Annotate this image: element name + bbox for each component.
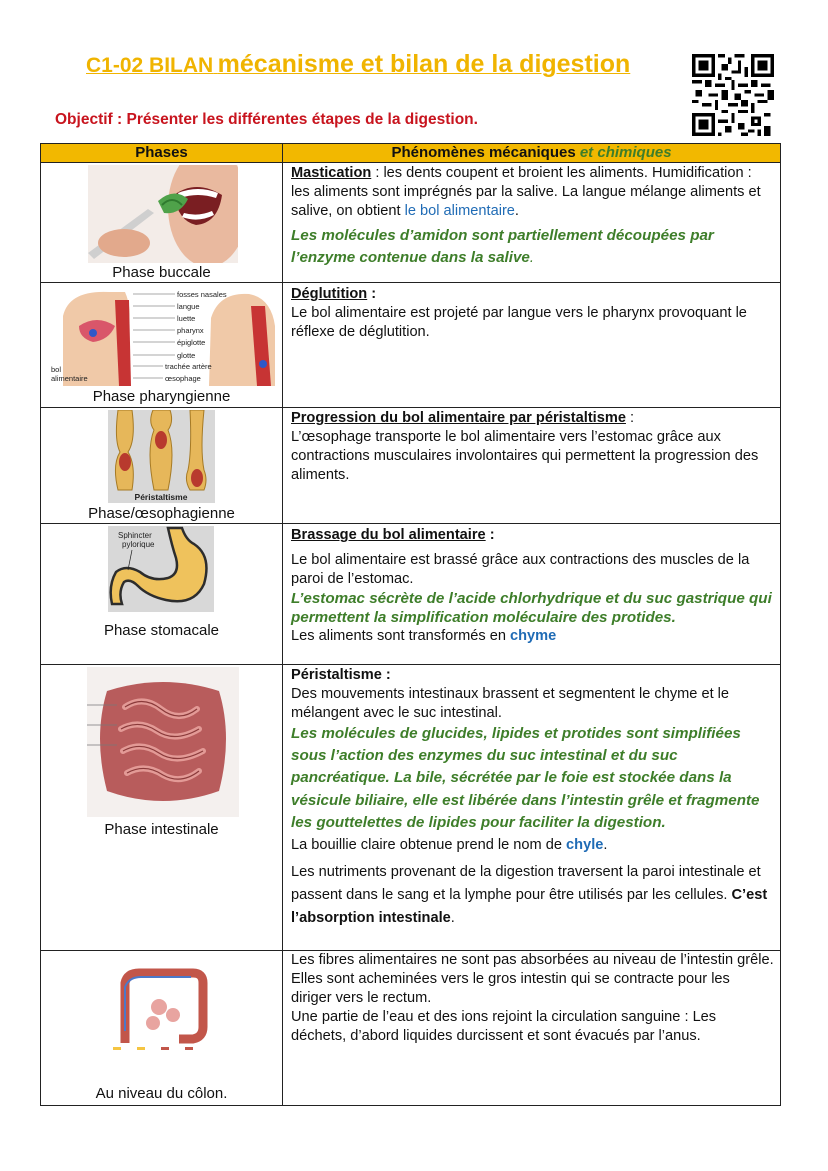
- description-buccale: [283, 163, 780, 270]
- text-fibres: Les fibres alimentaires ne sont pas absorbées au niveau de l’intestin grêle. Elles sont acheminées vers le gros intestin qui se contracte pour les diriger vers le rectum.: [291, 952, 774, 1006]
- description-cell-stomacale: [283, 524, 781, 665]
- label-sphincter: Sphincter: [118, 531, 152, 540]
- phase-cell-intestinale: [41, 665, 283, 951]
- label-luette: luette: [177, 314, 196, 323]
- text-period: .: [603, 837, 608, 854]
- phase-label-pharyngienne: Phase pharyngienne: [92, 388, 231, 405]
- term-chyle: chyle: [566, 837, 604, 854]
- table-row: [41, 283, 781, 408]
- description-cell-intestinale: [283, 665, 781, 951]
- heading-colon: :: [625, 410, 635, 426]
- phase-cell-colon: [41, 951, 283, 1106]
- term-bol-alimentaire: le bol alimentaire: [404, 203, 515, 220]
- term-absorption: C’est l’absorption intestinale: [291, 887, 768, 927]
- phase-cell-pharyngienne: [41, 283, 283, 408]
- heading-colon: :: [367, 286, 377, 302]
- description-pharyngienne: [283, 283, 780, 342]
- intestine-image: [87, 667, 239, 817]
- text-deglutition: Le bol alimentaire est projeté par langue vers le pharynx provoquant le réflexe de déglutition.: [291, 305, 747, 340]
- green-enzymes: Les molécules de glucides, lipides et protides sont simplifiées sous l’action des enzymes du suc intestinal et du suc pancréatique. La bile, sécrétée par le foie est stockée dans la vésicule biliaire, elle est libérée dans l’intestin grêle et fragmente les gouttelettes de lipides pour faciliter la digestion.: [291, 725, 760, 831]
- heading-brassage: Brassage du bol alimentaire: [291, 527, 486, 543]
- table-row: [41, 524, 781, 665]
- text-progression: L’œsophage transporte le bol alimentaire vers l’estomac grâce aux contractions musculaires involontaires qui permettent la progression des aliments.: [291, 429, 759, 483]
- phase-label-stomacale: Phase stomacale: [103, 622, 220, 639]
- phase-cell-buccale: [41, 163, 283, 283]
- text-nutriments: Les nutriments provenant de la digestion traversent la paroi intestinale et passent dans le sang et la lymphe pour être utilisés par les cellules.: [291, 864, 761, 904]
- text-brassage: Le bol alimentaire est brassé grâce aux contractions des muscles de la paroi de l’estomac.: [291, 552, 750, 587]
- table-row: [41, 163, 781, 283]
- table-row: [41, 951, 781, 1106]
- text-transformes: Les aliments sont transformés en: [291, 628, 511, 644]
- table-header-row: [41, 144, 781, 163]
- document-title: [86, 50, 630, 79]
- label-pharynx: pharynx: [177, 326, 204, 335]
- heading-peristaltisme: Péristaltisme :: [291, 667, 391, 683]
- description-cell-oesophagienne: [283, 408, 781, 524]
- label-langue: langue: [177, 302, 200, 311]
- description-cell-pharyngienne: [283, 283, 781, 408]
- text-eau-ions: Une partie de l’eau et des ions rejoint la circulation sanguine : Les déchets, d’abord liquides durcissent et sont évacués par l’anus.: [291, 1009, 717, 1044]
- heading-deglutition: Déglutition: [291, 286, 368, 302]
- phase-label-buccale: Phase buccale: [112, 264, 211, 281]
- label-alimentaire: alimentaire: [51, 374, 88, 383]
- peristaltisme-caption: Péristaltisme: [134, 492, 188, 502]
- text-chyme-line: [291, 627, 774, 646]
- phase-cell-oesophagienne: [41, 408, 283, 524]
- description-stomacale: [283, 524, 780, 646]
- header-phases: Phases: [41, 144, 283, 163]
- stomach-image: [108, 526, 214, 612]
- label-bol: bol: [51, 365, 62, 374]
- description-cell-colon: [283, 951, 781, 1106]
- heading-mastication: Mastication: [291, 165, 372, 181]
- text-mouvements: Des mouvements intestinaux brassent et segmentent le chyme et le mélangent avec le suc intestinal.: [291, 686, 730, 721]
- description-cell-buccale: [283, 163, 781, 283]
- label-trachee: trachée artère: [165, 362, 212, 371]
- phase-label-intestinale: Phase intestinale: [104, 821, 219, 838]
- header-phen-mecaniques: Phénomènes mécaniques: [391, 144, 576, 161]
- header-phenomenes: [283, 144, 781, 163]
- description-intestinale: [283, 665, 780, 930]
- digestion-table: [40, 143, 781, 1106]
- pharynx-diagram-image: [49, 286, 279, 386]
- label-oesophage: œsophage: [165, 374, 201, 383]
- term-chyme: chyme: [510, 628, 557, 644]
- title-text: mécanisme et bilan de la digestion: [217, 50, 631, 78]
- heading-progression: Progression du bol alimentaire par péristaltisme: [291, 410, 626, 426]
- green-period: .: [529, 250, 534, 267]
- text-absorption-block: [291, 861, 774, 930]
- peristaltisme-image: [108, 410, 215, 503]
- title-code: C1-02 BILAN: [86, 54, 214, 77]
- label-pylorique: pylorique: [122, 540, 155, 549]
- text-mastication: : les dents coupent et broient les aliments. Humidification : les aliments sont imprégnés par la salive. La langue mélange aliments et salive, on obtient: [291, 165, 761, 220]
- label-fosses-nasales: fosses nasales: [177, 290, 227, 299]
- table-row: [41, 665, 781, 951]
- chemical-buccale: [291, 225, 774, 270]
- colon-diagram-image: [109, 961, 219, 1056]
- heading-colon: :: [485, 527, 495, 543]
- text-period: .: [450, 910, 455, 927]
- description-oesophagienne: [283, 408, 780, 485]
- phase-cell-stomacale: [41, 524, 283, 665]
- text-chyle-line: [291, 836, 774, 855]
- green-amidon: Les molécules d’amidon sont partiellement découpées par l’enzyme contenue dans la salive: [291, 226, 714, 267]
- mouth-eating-image: [88, 165, 238, 263]
- phase-label-colon: Au niveau du côlon.: [95, 1085, 228, 1102]
- objective-text: Objectif : Présenter les différentes étapes de la digestion.: [55, 111, 478, 128]
- text-bouillie: La bouillie claire obtenue prend le nom de: [291, 837, 567, 854]
- header-phen-chimiques: et chimiques: [579, 144, 672, 161]
- table-row: [41, 408, 781, 524]
- description-colon: [283, 951, 780, 1046]
- label-epiglotte: épiglotte: [177, 338, 206, 347]
- label-glotte: glotte: [177, 351, 196, 360]
- text-period: .: [514, 203, 519, 220]
- green-estomac: L’estomac sécrète de l’acide chlorhydrique et du suc gastrique qui permettent la simplification moléculaire des protides.: [291, 590, 772, 626]
- qr-code-icon: [692, 54, 774, 136]
- phase-label-oesophagienne: Phase/œsophagienne: [88, 505, 235, 522]
